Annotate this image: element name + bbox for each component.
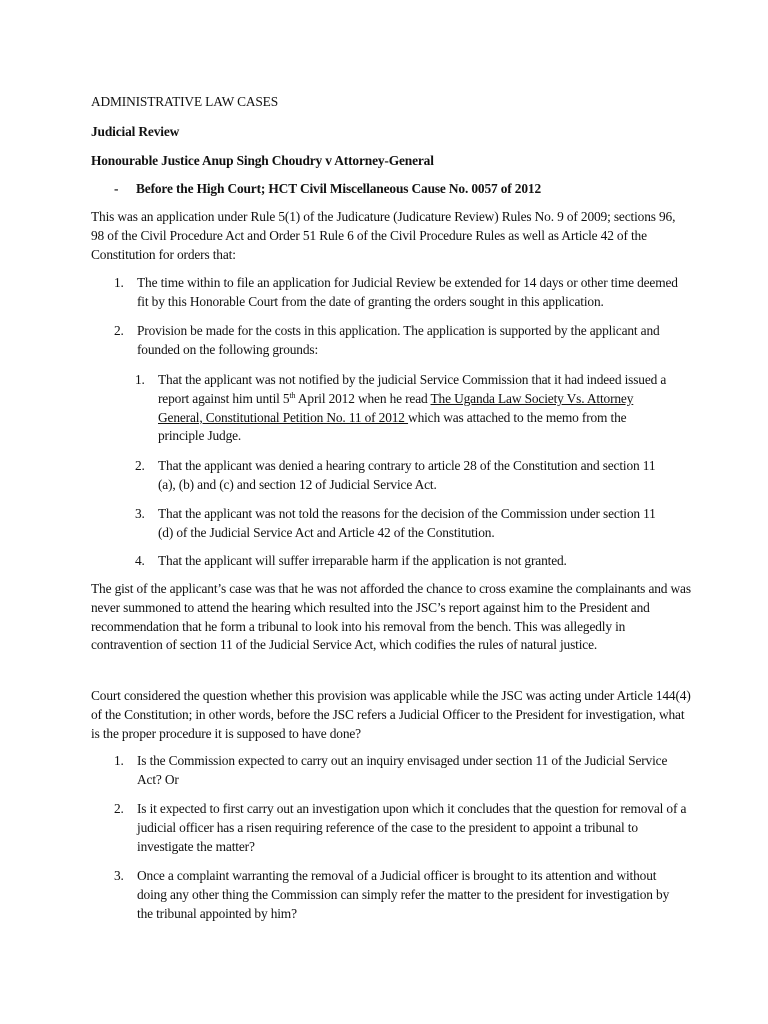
court-line-dash: - — [114, 181, 119, 196]
question-number: 2. — [114, 801, 124, 816]
ground-text: That the applicant was denied a hearing contrary to article 28 of the Constitution and section 11 (a), (b) and (c) and section 12 of Judicial Service Act. — [158, 458, 656, 492]
order-number: 1. — [114, 275, 124, 290]
section-heading: Judicial Review — [91, 124, 180, 139]
question-number: 1. — [114, 753, 124, 768]
case-heading: Honourable Justice Anup Singh Choudry v Attorney-General — [91, 153, 434, 168]
question-text: Once a complaint warranting the removal of a Judicial officer is brought to its attention and without doing any other thing the Commission can simply refer the matter to the president for investigation by the tribunal appointed by him? — [137, 868, 670, 921]
court-paragraph: Court considered the question whether this provision was applicable while the JSC was acting under Article 144(4) of the Constitution; in other words, before the JSC refers a Judicial Officer to the President for investigation, what is the proper procedure it is supposed to have done? — [91, 688, 691, 741]
ground-number: 3. — [135, 506, 145, 521]
order-number: 2. — [114, 323, 124, 338]
ground-number: 1. — [135, 372, 145, 387]
ordinal-superscript: th — [289, 390, 296, 400]
ground-number: 2. — [135, 458, 145, 473]
ground-text-part: That the applicant was not notified by the judicial Service Commission that it had indeed issued a report against him until 5 — [158, 372, 667, 406]
gist-paragraph: The gist of the applicant’s case was that he was not afforded the chance to cross examine the complainants and was never summoned to attend the hearing which resulted into the JSC’s report against him to the President and recommendation that he form a tribunal to look into his removal from the bench. This was allegedly in contravention of section 11 of the Judicial Service Act, which codifies the rules of natural justice. — [91, 581, 691, 653]
question-text: Is the Commission expected to carry out an inquiry envisaged under section 11 of the Judicial Service Act? Or — [137, 753, 668, 787]
order-text: Provision be made for the costs in this application. The application is supported by the applicant and founded on the following grounds: — [137, 323, 660, 357]
ground-text-part: which was attached to the memo from the principle Judge. — [158, 409, 627, 444]
ground-text: That the applicant will suffer irreparable harm if the application is not granted. — [158, 553, 567, 568]
court-line-text: Before the High Court; HCT Civil Miscellaneous Cause No. 0057 of 2012 — [136, 181, 541, 196]
ground-text: That the applicant was not told the reasons for the decision of the Commission under section 11 (d) of the Judicial Service Act and Article 42 of the Constitution. — [158, 506, 656, 540]
ground-number: 4. — [135, 553, 145, 568]
question-number: 3. — [114, 868, 124, 883]
ground-text-part: April 2012 when he read — [295, 390, 431, 406]
question-text: Is it expected to first carry out an investigation upon which it concludes that the question for removal of a judicial officer has a risen requiring reference of the case to the president to appoint a tribunal to investigate the matter? — [137, 801, 687, 854]
document-title: ADMINISTRATIVE LAW CASES — [91, 94, 279, 109]
court-line — [114, 181, 541, 197]
ground-text — [158, 371, 670, 446]
case-citation: The Uganda Law Society Vs. Attorney General, Constitutional Petition No. 11 of 2012 — [158, 390, 634, 425]
intro-paragraph: This was an application under Rule 5(1) of the Judicature (Judicature Review) Rules No. 9 of 2009; sections 96, 98 of the Civil Procedure Act and Order 51 Rule 6 of the Civil Procedure Rules as well as Article 42 of the Constitution for orders that: — [91, 209, 676, 262]
order-text: The time within to file an application for Judicial Review be extended for 14 days or other time deemed fit by this Honorable Court from the date of granting the orders sought in this application. — [137, 275, 678, 309]
